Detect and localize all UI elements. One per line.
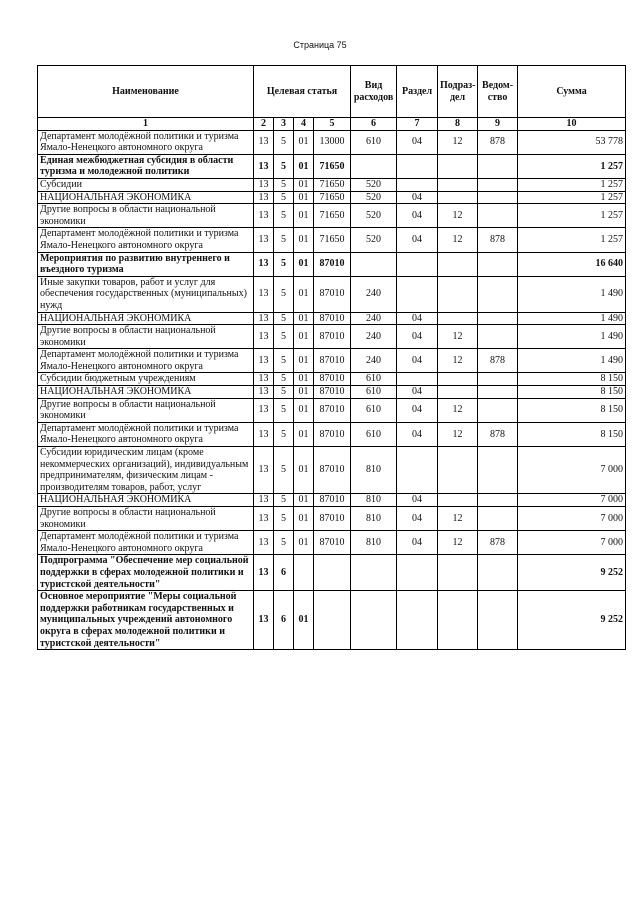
target-code-4 [314, 555, 351, 591]
target-code-3: 01 [294, 373, 314, 386]
department-cell: 878 [478, 228, 518, 252]
department-cell [478, 386, 518, 399]
section-cell [397, 154, 438, 178]
row-name: Единая межбюджетная субсидия в области туризма и молодежной политики [38, 154, 254, 178]
target-code-3: 01 [294, 507, 314, 531]
target-code-2: 5 [274, 373, 294, 386]
target-code-4: 87010 [314, 312, 351, 325]
subsection-cell [438, 555, 478, 591]
target-code-1: 13 [254, 349, 274, 373]
subsection-cell [438, 178, 478, 191]
row-name: НАЦИОНАЛЬНАЯ ЭКОНОМИКА [38, 312, 254, 325]
target-code-3: 01 [294, 422, 314, 446]
expense-type-cell: 810 [351, 531, 397, 555]
column-number: 5 [314, 118, 351, 131]
amount-cell: 7 000 [518, 507, 626, 531]
amount-cell: 8 150 [518, 398, 626, 422]
header-name: Наименование [38, 66, 254, 118]
target-code-1: 13 [254, 154, 274, 178]
target-code-2: 5 [274, 228, 294, 252]
table-row [38, 276, 626, 312]
target-code-1: 13 [254, 555, 274, 591]
target-code-1: 13 [254, 494, 274, 507]
subsection-cell [438, 373, 478, 386]
header-subsection: Подраз-дел [438, 66, 478, 118]
amount-cell: 1 257 [518, 178, 626, 191]
section-cell [397, 555, 438, 591]
column-number: 7 [397, 118, 438, 131]
expense-type-cell: 520 [351, 204, 397, 228]
subsection-cell [438, 447, 478, 494]
table-row [38, 191, 626, 204]
table-row [38, 325, 626, 349]
target-code-3: 01 [294, 130, 314, 154]
subsection-cell: 12 [438, 422, 478, 446]
target-code-1: 13 [254, 178, 274, 191]
subsection-cell: 12 [438, 204, 478, 228]
target-code-2: 5 [274, 531, 294, 555]
target-code-4: 13000 [314, 130, 351, 154]
expense-type-cell: 240 [351, 349, 397, 373]
row-name: НАЦИОНАЛЬНАЯ ЭКОНОМИКА [38, 494, 254, 507]
table-row [38, 531, 626, 555]
amount-cell: 16 640 [518, 252, 626, 276]
section-cell: 04 [397, 130, 438, 154]
row-name: Департамент молодёжной политики и туризма Ямало-Ненецкого автономного округа [38, 130, 254, 154]
section-cell: 04 [397, 349, 438, 373]
row-name: Субсидии [38, 178, 254, 191]
table-row [38, 312, 626, 325]
subsection-cell: 12 [438, 531, 478, 555]
table-row [38, 398, 626, 422]
target-code-3: 01 [294, 531, 314, 555]
target-code-4: 71650 [314, 204, 351, 228]
subsection-cell: 12 [438, 349, 478, 373]
table-row [38, 373, 626, 386]
budget-table [37, 65, 626, 650]
target-code-3: 01 [294, 447, 314, 494]
target-code-4: 87010 [314, 494, 351, 507]
column-number: 10 [518, 118, 626, 131]
subsection-cell [438, 276, 478, 312]
target-code-1: 13 [254, 252, 274, 276]
subsection-cell: 12 [438, 398, 478, 422]
section-cell: 04 [397, 494, 438, 507]
expense-type-cell [351, 555, 397, 591]
target-code-4: 87010 [314, 447, 351, 494]
row-name: Другие вопросы в области национальной экономики [38, 398, 254, 422]
target-code-3: 01 [294, 494, 314, 507]
target-code-4: 71650 [314, 154, 351, 178]
expense-type-cell: 520 [351, 178, 397, 191]
target-code-3: 01 [294, 178, 314, 191]
target-code-2: 5 [274, 312, 294, 325]
column-number: 9 [478, 118, 518, 131]
table-row [38, 591, 626, 650]
section-cell: 04 [397, 204, 438, 228]
target-code-4: 87010 [314, 325, 351, 349]
department-cell: 878 [478, 422, 518, 446]
expense-type-cell: 810 [351, 447, 397, 494]
expense-type-cell [351, 154, 397, 178]
department-cell [478, 252, 518, 276]
row-name: Другие вопросы в области национальной экономики [38, 325, 254, 349]
column-number-row [38, 118, 626, 131]
table-row [38, 422, 626, 446]
target-code-3: 01 [294, 312, 314, 325]
target-code-3: 01 [294, 591, 314, 650]
target-code-4: 71650 [314, 178, 351, 191]
department-cell [478, 373, 518, 386]
amount-cell: 1 490 [518, 325, 626, 349]
amount-cell: 1 257 [518, 154, 626, 178]
table-row [38, 555, 626, 591]
amount-cell: 9 252 [518, 555, 626, 591]
target-code-3: 01 [294, 228, 314, 252]
row-name: Департамент молодёжной политики и туризма Ямало-Ненецкого автономного округа [38, 531, 254, 555]
expense-type-cell [351, 252, 397, 276]
row-name: Департамент молодёжной политики и туризма Ямало-Ненецкого автономного округа [38, 349, 254, 373]
expense-type-cell: 810 [351, 507, 397, 531]
target-code-2: 5 [274, 386, 294, 399]
section-cell [397, 591, 438, 650]
section-cell [397, 276, 438, 312]
amount-cell: 1 257 [518, 228, 626, 252]
department-cell [478, 312, 518, 325]
target-code-4: 87010 [314, 349, 351, 373]
subsection-cell [438, 494, 478, 507]
amount-cell: 53 778 [518, 130, 626, 154]
subsection-cell [438, 191, 478, 204]
target-code-2: 5 [274, 447, 294, 494]
subsection-cell: 12 [438, 228, 478, 252]
target-code-4: 87010 [314, 373, 351, 386]
department-cell [478, 325, 518, 349]
table-body [38, 130, 626, 650]
table-header-row [38, 66, 626, 118]
department-cell [478, 591, 518, 650]
row-name: Иные закупки товаров, работ и услуг для обеспечения государственных (муниципальных) нужд [38, 276, 254, 312]
department-cell: 878 [478, 531, 518, 555]
target-code-2: 5 [274, 204, 294, 228]
target-code-2: 5 [274, 494, 294, 507]
expense-type-cell: 240 [351, 312, 397, 325]
target-code-2: 6 [274, 555, 294, 591]
table-row [38, 252, 626, 276]
target-code-4: 87010 [314, 531, 351, 555]
header-section: Раздел [397, 66, 438, 118]
subsection-cell [438, 154, 478, 178]
section-cell: 04 [397, 325, 438, 349]
amount-cell: 9 252 [518, 591, 626, 650]
expense-type-cell: 610 [351, 373, 397, 386]
expense-type-cell: 240 [351, 325, 397, 349]
column-number: 2 [254, 118, 274, 131]
header-department: Ведом-ство [478, 66, 518, 118]
target-code-1: 13 [254, 276, 274, 312]
amount-cell: 8 150 [518, 422, 626, 446]
row-name: Основное мероприятие "Меры социальной поддержки работникам государственных и муниципальных учреждений автономного округа в сферах молодежной политики и туристской деятельности" [38, 591, 254, 650]
subsection-cell: 12 [438, 507, 478, 531]
department-cell [478, 507, 518, 531]
table-row [38, 507, 626, 531]
target-code-1: 13 [254, 531, 274, 555]
column-number: 6 [351, 118, 397, 131]
amount-cell: 7 000 [518, 494, 626, 507]
target-code-1: 13 [254, 204, 274, 228]
department-cell [478, 178, 518, 191]
amount-cell: 1 490 [518, 312, 626, 325]
subsection-cell [438, 252, 478, 276]
expense-type-cell: 810 [351, 494, 397, 507]
amount-cell: 1 490 [518, 276, 626, 312]
column-number: 8 [438, 118, 478, 131]
section-cell: 04 [397, 228, 438, 252]
subsection-cell [438, 591, 478, 650]
table-row [38, 154, 626, 178]
section-cell: 04 [397, 422, 438, 446]
target-code-3: 01 [294, 349, 314, 373]
department-cell [478, 494, 518, 507]
target-code-2: 5 [274, 398, 294, 422]
expense-type-cell: 520 [351, 191, 397, 204]
target-code-4 [314, 591, 351, 650]
target-code-3: 01 [294, 204, 314, 228]
section-cell [397, 447, 438, 494]
target-code-1: 13 [254, 507, 274, 531]
target-code-2: 5 [274, 422, 294, 446]
expense-type-cell: 610 [351, 422, 397, 446]
column-number: 3 [274, 118, 294, 131]
table-row [38, 204, 626, 228]
target-code-3: 01 [294, 191, 314, 204]
row-name: Мероприятия по развитию внутреннего и въездного туризма [38, 252, 254, 276]
target-code-1: 13 [254, 386, 274, 399]
row-name: НАЦИОНАЛЬНАЯ ЭКОНОМИКА [38, 191, 254, 204]
target-code-4: 71650 [314, 191, 351, 204]
expense-type-cell: 240 [351, 276, 397, 312]
department-cell [478, 555, 518, 591]
target-code-4: 87010 [314, 398, 351, 422]
target-code-4: 87010 [314, 507, 351, 531]
section-cell: 04 [397, 531, 438, 555]
target-code-2: 5 [274, 178, 294, 191]
target-code-1: 13 [254, 130, 274, 154]
column-number: 4 [294, 118, 314, 131]
target-code-2: 5 [274, 349, 294, 373]
amount-cell: 7 000 [518, 447, 626, 494]
row-name: Другие вопросы в области национальной экономики [38, 507, 254, 531]
target-code-3: 01 [294, 276, 314, 312]
section-cell: 04 [397, 386, 438, 399]
row-name: Подпрограмма "Обеспечение мер социальной поддержки в сферах молодежной политики и туристской деятельности" [38, 555, 254, 591]
target-code-3: 01 [294, 252, 314, 276]
target-code-1: 13 [254, 447, 274, 494]
target-code-2: 6 [274, 591, 294, 650]
target-code-1: 13 [254, 398, 274, 422]
department-cell [478, 398, 518, 422]
target-code-1: 13 [254, 325, 274, 349]
header-expense-type: Вид расходов [351, 66, 397, 118]
target-code-3: 01 [294, 325, 314, 349]
table-row [38, 386, 626, 399]
expense-type-cell: 520 [351, 228, 397, 252]
section-cell: 04 [397, 191, 438, 204]
target-code-1: 13 [254, 373, 274, 386]
amount-cell: 1 257 [518, 204, 626, 228]
department-cell: 878 [478, 349, 518, 373]
target-code-2: 5 [274, 130, 294, 154]
header-amount: Сумма [518, 66, 626, 118]
target-code-2: 5 [274, 154, 294, 178]
amount-cell: 8 150 [518, 373, 626, 386]
amount-cell: 7 000 [518, 531, 626, 555]
target-code-4: 87010 [314, 276, 351, 312]
table-row [38, 228, 626, 252]
table-row [38, 494, 626, 507]
target-code-2: 5 [274, 252, 294, 276]
department-cell [478, 154, 518, 178]
section-cell [397, 178, 438, 191]
expense-type-cell: 610 [351, 130, 397, 154]
table-row [38, 447, 626, 494]
section-cell: 04 [397, 507, 438, 531]
table-row [38, 178, 626, 191]
amount-cell: 8 150 [518, 386, 626, 399]
row-name: НАЦИОНАЛЬНАЯ ЭКОНОМИКА [38, 386, 254, 399]
target-code-3: 01 [294, 398, 314, 422]
department-cell [478, 191, 518, 204]
target-code-1: 13 [254, 312, 274, 325]
subsection-cell [438, 386, 478, 399]
department-cell [478, 276, 518, 312]
department-cell [478, 447, 518, 494]
expense-type-cell: 610 [351, 398, 397, 422]
page-number-label: Страница 75 [293, 40, 347, 50]
column-number: 1 [38, 118, 254, 131]
row-name: Департамент молодёжной политики и туризма Ямало-Ненецкого автономного округа [38, 228, 254, 252]
row-name: Другие вопросы в области национальной экономики [38, 204, 254, 228]
section-cell: 04 [397, 398, 438, 422]
amount-cell: 1 257 [518, 191, 626, 204]
target-code-3: 01 [294, 154, 314, 178]
target-code-1: 13 [254, 228, 274, 252]
row-name: Департамент молодёжной политики и туризма Ямало-Ненецкого автономного округа [38, 422, 254, 446]
target-code-4: 87010 [314, 386, 351, 399]
row-name: Субсидии юридическим лицам (кроме некоммерческих организаций), индивидуальным предпринимателям, физическим лицам - производителям товаров, работ, услуг [38, 447, 254, 494]
target-code-4: 71650 [314, 228, 351, 252]
subsection-cell: 12 [438, 130, 478, 154]
target-code-1: 13 [254, 422, 274, 446]
target-code-3 [294, 555, 314, 591]
target-code-2: 5 [274, 325, 294, 349]
target-code-2: 5 [274, 507, 294, 531]
expense-type-cell [351, 591, 397, 650]
target-code-1: 13 [254, 591, 274, 650]
expense-type-cell: 610 [351, 386, 397, 399]
subsection-cell: 12 [438, 325, 478, 349]
department-cell: 878 [478, 130, 518, 154]
section-cell [397, 252, 438, 276]
target-code-2: 5 [274, 276, 294, 312]
target-code-4: 87010 [314, 252, 351, 276]
target-code-2: 5 [274, 191, 294, 204]
section-cell [397, 373, 438, 386]
table-row [38, 130, 626, 154]
target-code-3: 01 [294, 386, 314, 399]
target-code-4: 87010 [314, 422, 351, 446]
target-code-1: 13 [254, 191, 274, 204]
subsection-cell [438, 312, 478, 325]
section-cell: 04 [397, 312, 438, 325]
table-row [38, 349, 626, 373]
amount-cell: 1 490 [518, 349, 626, 373]
row-name: Субсидии бюджетным учреждениям [38, 373, 254, 386]
department-cell [478, 204, 518, 228]
header-target-article: Целевая статья [254, 66, 351, 118]
